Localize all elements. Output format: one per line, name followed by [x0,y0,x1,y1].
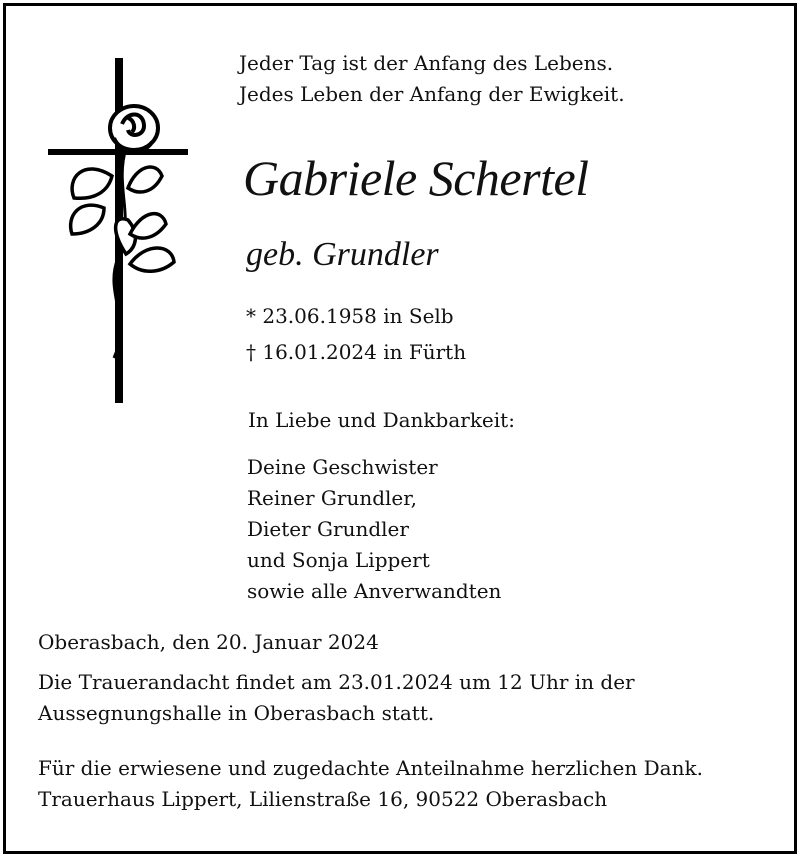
place-date: Oberasbach, den 20. Januar 2024 [38,630,379,654]
maiden-name: geb. Grundler [246,236,439,273]
gratitude-line: In Liebe und Dankbarkeit: [248,408,515,432]
deceased-name: Gabriele Schertel [243,150,589,206]
mourner-line: und Sonja Lippert [247,548,430,572]
death-date: † 16.01.2024 in Fürth [246,340,467,364]
motto [239,48,625,110]
thanks-note [38,753,703,815]
mourner-line: sowie alle Anverwandten [247,579,502,603]
cross-with-rose-icon [44,58,194,403]
service-info [38,667,635,729]
service-line: Die Trauerandacht findet am 23.01.2024 um 12 Uhr in der [38,670,635,694]
mourners-list [247,452,501,607]
thanks-line: Trauerhaus Lippert, Lilienstraße 16, 90522 Oberasbach [38,787,608,811]
birth-date: * 23.06.1958 in Selb [246,304,454,328]
mourner-line: Reiner Grundler, [247,486,417,510]
service-line: Aussegnungshalle in Oberasbach statt. [38,701,435,725]
thanks-line: Für die erwiesene und zugedachte Anteilnahme herzlichen Dank. [38,756,703,780]
mourner-line: Deine Geschwister [247,455,438,479]
mourner-line: Dieter Grundler [247,517,409,541]
motto-line: Jeder Tag ist der Anfang des Lebens. [239,51,614,75]
motto-line: Jedes Leben der Anfang der Ewigkeit. [239,82,625,106]
